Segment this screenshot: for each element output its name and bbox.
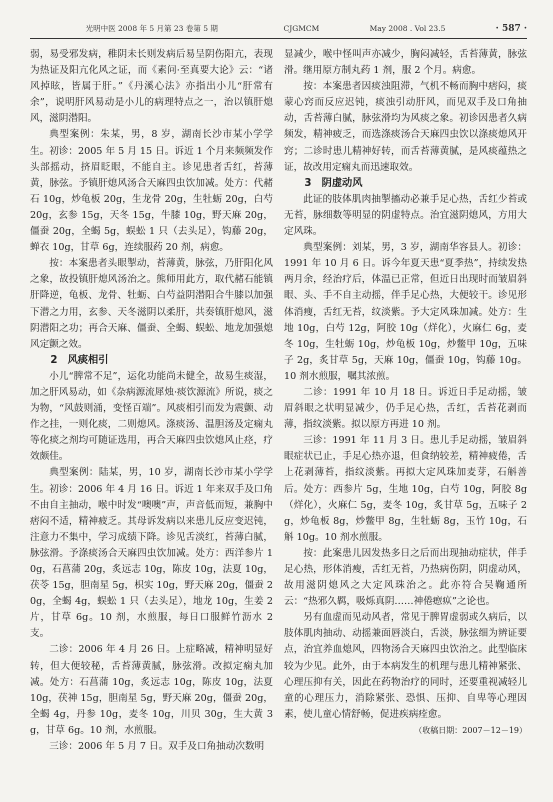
paragraph: 小儿“脾常不足”，运化功能尚未健全，故易生痰湿，加之肝风易动，如《杂病源流犀烛·痰饮源流》所说，痰之为物，“风鼓则涌，变怪百端”。风痰相引而发为震颤、动作之挂，一则化痰，二则熄风。涤痰汤、温胆汤及定痫丸等化痰之剂均可随证选用，再合天麻四虫饮熄风止痉，疗效颇佳。	[30, 370, 273, 463]
paragraph: 按：本案患者因痰浊阻滞，气机不畅而胸中痞闷，痰蒙心窍而反应迟钝，痰浊引动肝风，而见双手及口角抽动，舌苔薄白腻，脉弦滑均为风痰之象。初诊因患者久病频发，精神疲乏，而选涤痰汤合天麻四虫饮以涤痰熄风开窍；二诊时患儿精神好转，而舌苔薄黄腻，是风痰蕴热之证，故改用定痫丸而迅速取效。	[284, 81, 527, 173]
page-header	[30, 20, 527, 34]
paragraph: 典型案例：朱某，男，8 岁，湖南长沙市某小学学生。初诊：2005 年 5 月 15 日。诉近 1 个月来频频发作头部摇动，挤眉眨眼，不能自主。诊见患者舌红，苔薄黄，脉弦。予镇肝熄风汤合天麻四虫饮加减。处方：代赭石 10g，炒龟板 20g，生龙骨 20g，生牡蛎 20g，白芍 20g，玄参 15g，天冬 15g，牛膝 10g，野天麻 20g，僵蚕 20g，全蝎 5g，蜈蚣 1 只（去头足），钩藤 20g，蝉衣 10g，甘草 6g，连续服药 20 剂，病愈。	[30, 129, 273, 254]
header-rule	[30, 38, 527, 39]
section-heading: 2 风痰相引	[50, 354, 109, 366]
section-heading: 3 阴虚动风	[304, 177, 363, 189]
header-journal-cn: 光明中医 2008 年 5 月第 23 卷第 5 期	[85, 24, 218, 33]
header-right	[283, 24, 527, 34]
paragraph: 典型案例：陆某，男，10 岁，湖南长沙市某小学学生。初诊：2006 年 4 月 16 日。诉近 1 年来双手及口角不由自主抽动，喉中时发“噢噢”声，声音低而短，兼胸中痞闷不适，精神疲乏。其母诉发病以来患儿反应变迟钝，注意力不集中，学习成绩下降。诊见舌淡红，苔薄白腻，脉弦滑。予涤痰汤合天麻四虫饮加减。处方：西洋参片 10g，石菖蒲 20g，炙远志 10g，陈皮 10g，法夏 10g，茯苓 15g，胆南星 5g，枳实 10g，野天麻 20g，僵蚕 20g，全蝎 4g，蜈蚣 1 只（去头足），地龙 10g，生姜 2 片，甘草 6g。10 剂，水煎服，每日口服鲜竹沥水 2 支。	[30, 467, 273, 640]
left-column	[30, 47, 273, 755]
header-journal-code: CJGMCM	[283, 24, 320, 33]
paragraph: 二诊：2006 年 4 月 26 日。上症略减，精神明显好转，但大便较秘，舌苔薄黄腻，脉弦滑。改拟定痫丸加减。处方：石菖蒲 10g，炙远志 10g，陈皮 10g，法夏 10g，茯神 15g，胆南星 5g，野天麻 20g，僵蚕 20g，全蝎 4g，丹参 10g，麦冬 10g，川贝 30g，生大黄 3g，甘草 6g。10 剂，水煎服。	[30, 644, 273, 736]
paragraph: 按：本案患者头眼掣动，苔薄黄，脉弦，乃肝阳化风之象，故投镇肝熄风汤治之。熊师用此方，取代赭石能镇肝降逆，龟板、龙骨、牡蛎、白芍益阴潜阳合牛膝以加强下潜之力用，玄参、天冬滋阴以柔肝，共奏镇肝熄风，滋阴潜阳之功；再合天麻、僵蚕、全蝎、蜈蚣、地龙加强熄风定颤之效。	[30, 258, 273, 350]
right-column	[284, 47, 527, 755]
paragraph: 弱，易受邪发病，稚阴未长则发病后易呈阴伤阳亢，表现为热证及阳亢化风之证，而《素问·至真要大论》云：“诸风掉眩，皆属于肝。”《丹溪心法》亦指出小儿“肝常有余”，说明肝风易动是小儿的病理特点之一，治以镇肝熄风，滋阴潜阳。	[30, 49, 273, 125]
paragraph: 另有血虚而见动风者，常见于脾胃虚弱或久病后，以肢体肌肉抽动、动摇兼面唇淡白，舌淡，脉弦细为辨证要点，治宜养血熄风，四物汤合天麻四虫饮治之。此型临床较为少见。此外，由于本病发生的机理与患儿精神紧张、心理压抑有关，因此在药物治疗的同时，还要重视减轻儿童的心理压力，消除紧张、恐惧、压抑、自卑等心理因素，使儿童心情舒畅，促进疾病痊愈。	[284, 612, 527, 720]
paragraph: 此证的肢体肌肉抽掣搐动必兼手足心热，舌红少苔或无苔，脉细数等明显的阴虚特点。治宜滋阴熄风，方用大定风珠。	[284, 193, 527, 238]
header-issue: May 2008 . Vol 23.5	[369, 24, 446, 33]
paragraph: 按：此案患儿因发热多日之后而出现抽动症状，伴手足心热，形体消瘦，舌红无苔，乃热病伤阴，阴虚动风，故用滋阴熄风之大定风珠治之。此亦符合吴鞠通所云：“热邪久羁，吸烁真阴……神倦瘛疭”之论也。	[284, 547, 527, 608]
paragraph: 三诊：1991 年 11 月 3 日。患儿手足动摇，皱眉斜眼症状已止，手足心热亦退，但食纳较差，精神疲倦，舌上花剥薄苔，指纹淡紫。再拟大定风珠加麦芽，石斛善后。处方：西参片 5g，生地 10g，白芍 10g，阿胶 8g（烊化），火麻仁 5g，麦冬 10g，炙甘草 5g，五味子 2g，炒龟板 8g，炒鳖甲 8g，生牡蛎 8g，玉竹 10g，石斛 10g。10 剂水煎服。	[284, 435, 527, 543]
paragraph: 典型案例：刘某，男，3 岁，湖南华容县人。初诊：1991 年 10 月 6 日。诉今年夏天患“夏季热”，持续发热两月余，经治疗后，体温已正常，但近日出现时而皱眉斜眼、头、手不自主动摇，伴手足心热，大便较干。诊见形体消瘦，舌红无苔，纹淡紫。予大定风珠加减。处方：生地 10g，白芍 12g，阿胶 10g（烊化），火麻仁 6g，麦冬 10g，生牡蛎 10g，炒龟板 10g，炒鳖甲 10g，五味子 2g，炙甘草 5g，天麻 10g，僵蚕 10g，钩藤 10g。10 剂水煎服，嘱其浓煎。	[284, 242, 527, 382]
two-column-body	[30, 47, 527, 755]
page-number: · 587 ·	[495, 24, 527, 34]
received-date: （收稿日期：2007－12－19）	[414, 725, 527, 735]
paragraph: 显减少，喉中怪叫声亦减少，胸闷减轻，舌苔薄黄，脉弦滑。继用原方制丸药 1 剂，服 2 个月。病愈。	[284, 49, 527, 77]
paragraph: 三诊：2006 年 5 月 7 日。双手及口角抽动次数明	[49, 741, 265, 753]
paragraph: 二诊：1991 年 10 月 18 日。诉近日手足动摇，皱眉斜眼之状明显减少，仍手足心热，舌红，舌苔花剥而薄，指纹淡紫。拟以原方再进 10 剂。	[284, 386, 527, 431]
